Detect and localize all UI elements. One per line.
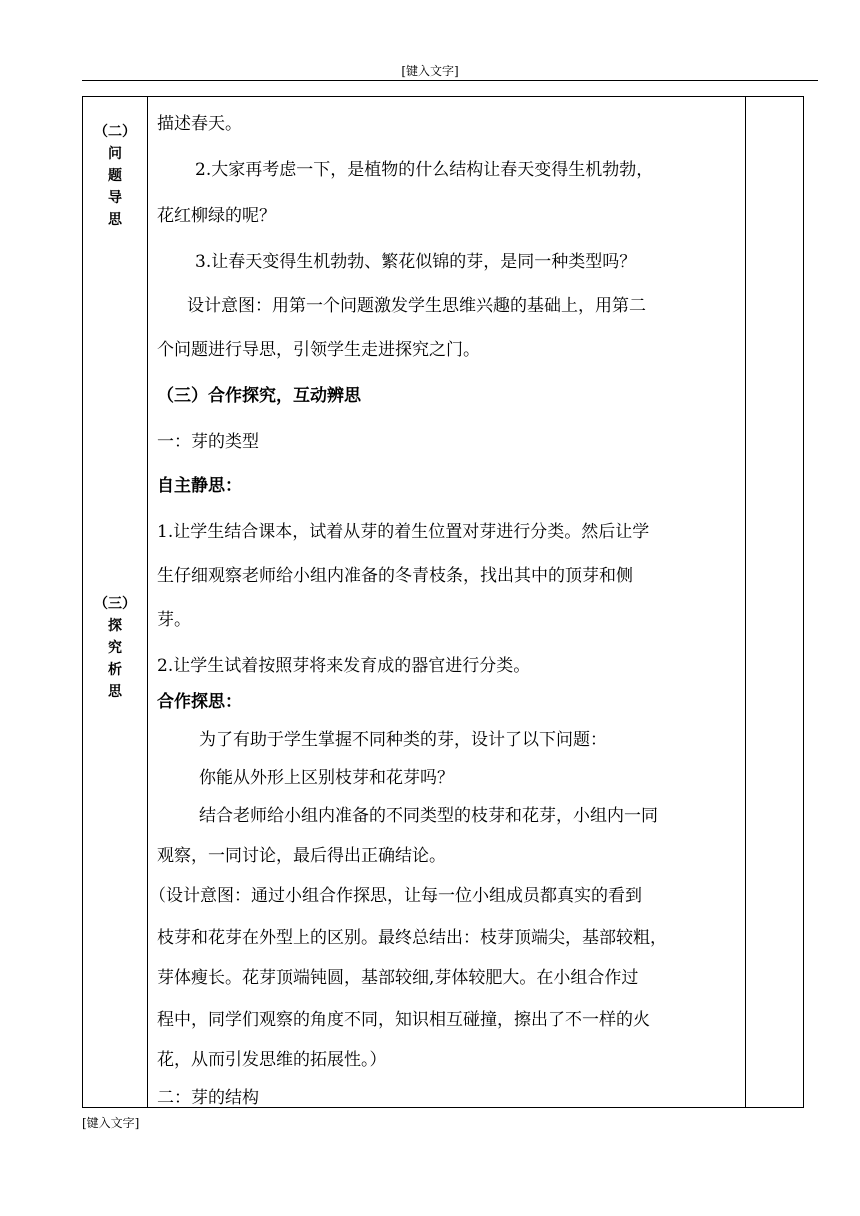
text-line: 1.让学生结合课本，试着从芽的着生位置对芽进行分类。然后让学: [157, 522, 650, 542]
text-line: 你能从外形上区别枝芽和花芽吗？: [199, 768, 454, 788]
section-three-paren: （三）: [94, 596, 136, 612]
section-three-char: 析: [108, 662, 122, 678]
text-line: 2.大家再考虑一下，是植物的什么结构让春天变得生机勃勃，: [195, 160, 654, 180]
text-line: 2.让学生试着按照芽将来发育成的器官进行分类。: [157, 656, 531, 676]
text-line: 花红柳绿的呢？: [157, 206, 276, 226]
section-label-three: [83, 593, 147, 703]
subheading: 二：芽的结构: [157, 1088, 259, 1108]
page-header: [键入文字]: [401, 64, 459, 78]
text-line: 3.让春天变得生机勃勃、繁花似锦的芽，是同一种类型吗？: [195, 252, 637, 272]
text-line: 设计意图：用第一个问题激发学生思维兴趣的基础上，用第二: [187, 296, 646, 316]
text-line: 程中，同学们观察的角度不同，知识相互碰撞，擦出了不一样的火: [157, 1010, 650, 1030]
section-two-char: 思: [108, 212, 122, 228]
text-line: （设计意图：通过小组合作探思，让每一位小组成员都真实的看到: [149, 886, 642, 906]
page-footer: [键入文字]: [82, 1116, 140, 1130]
section-two-char: 导: [108, 190, 122, 206]
text-line: 花，从而引发思维的拓展性。）: [157, 1050, 387, 1070]
text-line: 观察，一同讨论，最后得出正确结论。: [157, 846, 446, 866]
section-label-two: [83, 121, 147, 231]
text-line: 生仔细观察老师给小组内准备的冬青枝条，找出其中的顶芽和侧: [157, 566, 633, 586]
text-line: 描述春天。: [157, 114, 242, 134]
header-rule: [82, 80, 818, 81]
column-divider-left: [147, 97, 148, 1107]
section-three-char: 究: [108, 640, 122, 656]
text-line: 芽。: [157, 610, 191, 630]
text-line: 芽体瘦长。花芽顶端钝圆，基部较细,芽体较肥大。在小组合作过: [157, 968, 639, 988]
lesson-table: [82, 96, 804, 1108]
section-two-char: 问: [108, 146, 122, 162]
section-three-char: 探: [108, 618, 122, 634]
section-two-char: 题: [108, 168, 122, 184]
section-heading: （三）合作探究，互动辨思: [157, 386, 361, 406]
text-line: 个问题进行导思，引领学生走进探究之门。: [157, 340, 480, 360]
text-line: 结合老师给小组内准备的不同类型的枝芽和花芽，小组内一同: [199, 806, 658, 826]
subheading-bold: 自主静思：: [157, 476, 242, 496]
column-divider-right: [745, 97, 746, 1107]
section-three-char: 思: [108, 684, 122, 700]
text-line: 为了有助于学生掌握不同种类的芽，设计了以下问题：: [199, 730, 607, 750]
subheading-bold: 合作探思：: [157, 692, 242, 712]
subheading: 一：芽的类型: [157, 432, 259, 452]
text-line: 枝芽和花芽在外型上的区别。最终总结出：枝芽顶端尖，基部较粗，: [157, 928, 667, 948]
section-two-paren: （二）: [94, 124, 136, 140]
